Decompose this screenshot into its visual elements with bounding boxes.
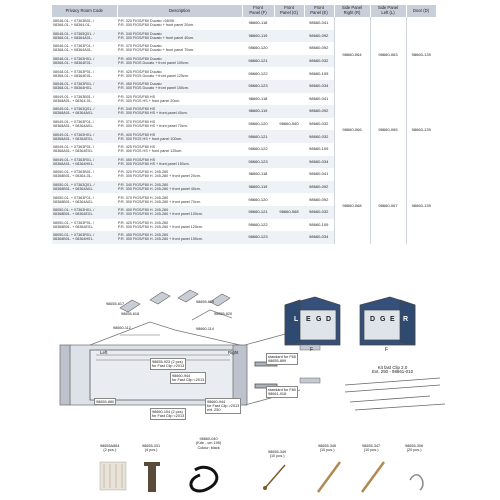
cell-privacy-code: 08050-01- + 07363R01- / 08368B01- + 08364H01- bbox=[52, 231, 117, 244]
tent-right-letter-d: D bbox=[370, 316, 376, 323]
cell-right-panel: 98660-064 bbox=[334, 17, 370, 93]
label-clip-944a: 98660-944 for Fast Clip <2013 bbox=[172, 373, 205, 382]
cell-front-panel-e: 98660-092 bbox=[304, 30, 334, 43]
cell-front-panel-f: 98660-118 bbox=[248, 171, 268, 177]
cell-privacy-code: 08048-01- + 07365Q01- / 08368-01- + 08364A01- bbox=[52, 30, 117, 43]
cell-front-panel-e: 98660-034 bbox=[304, 156, 334, 169]
label-bar-112: 98660-112 bbox=[113, 326, 131, 330]
tent-right-letter-g: G bbox=[380, 316, 386, 323]
header-front-panel-e: Front Panel (E) bbox=[304, 5, 334, 17]
header-door: Door (D) bbox=[406, 5, 436, 17]
header-front-panel-f: Front Panel (F) bbox=[242, 5, 274, 17]
label-right: Right bbox=[228, 350, 239, 355]
cell-front-panel-f: 98660-119 bbox=[242, 30, 274, 43]
cell-description: P.R. 400 FIGS/F80 Ducato P.R. 300 FIGS Ducato + front panel 100cm. bbox=[117, 55, 242, 68]
label-left: Left bbox=[100, 350, 108, 355]
header-privacy-room-code: Privacy Room Code bbox=[52, 5, 117, 17]
cell-description: P.R. 320 FIGS/F80 H. 245-280 P.R. 300 FIGS/F80 H. 245-280 + front panel 20cm. bbox=[118, 170, 201, 179]
cell-front-panel-f: 98660-122 bbox=[248, 221, 268, 227]
cell-description: P.R. 340 FIGS/F80 HS P.R. 300 FIGS/F80 HS + front panel 40cm. bbox=[117, 105, 242, 118]
cell-privacy-code: 08050-01- + 07363Q01- / 08368B01- + 08364A01- bbox=[52, 181, 117, 194]
cell-front-panel-e: 98660-092 bbox=[304, 105, 334, 118]
cell-front-panel-f: 98660-120 bbox=[248, 196, 268, 202]
cell-front-panel-f: 98660-121 bbox=[242, 130, 274, 143]
cell-privacy-code: 08048-01- + 07363B01- / 08368-01- + 08364-01- bbox=[53, 19, 95, 28]
tent-left-letter-e: E bbox=[306, 316, 311, 323]
cell-description: P.R. 400 FIGS/F80 HS P.R. 300 FIGS HS + front panel 100cm. bbox=[117, 130, 242, 143]
tent-right-f-label: F bbox=[385, 347, 389, 353]
cell-privacy-code: 08048-01- + 07363R01- / 08368-01- + 08364H01- bbox=[52, 80, 117, 93]
cell-front-panel-e: 98660-041 bbox=[309, 95, 329, 101]
cell-front-panel-f: 98660-121 bbox=[242, 55, 274, 68]
cell-front-panel-e: 98660-109 bbox=[309, 146, 329, 152]
cell-front-panel-e: 98660-032 bbox=[304, 130, 334, 143]
cell-front-panel-e: 98660-034 bbox=[304, 231, 334, 244]
tent-left-letter-d: D bbox=[326, 316, 332, 323]
accessory-label-349: 98655-349 (10 pcs.) bbox=[268, 450, 287, 459]
cell-front-panel-f: 98660-118 bbox=[248, 20, 268, 26]
cell-front-panel-e: 98660-092 bbox=[304, 181, 334, 194]
tent-left-f-label: F bbox=[310, 347, 314, 353]
cell-description: P.R. 400 FIGS/F80 H. 245-280 P.R. 300 FIGS/F80 H. 245-280 + front panel 100cm. bbox=[117, 206, 242, 219]
cell-front-panel-e: 98660-041 bbox=[309, 20, 329, 26]
cell-front-panel-e: 98660-092 bbox=[309, 45, 329, 51]
cell-front-panel-e: 98660-032 bbox=[304, 206, 334, 219]
cell-description: P.R. 340 FIGS/F80 H. 245-280 P.R. 300 FIGS/F80 H. 245-280 + front panel 40cm. bbox=[117, 181, 242, 194]
cell-description: P.R. 425 FIGS/F80 HS P.R. 300 FIGS HS + front panel 125cm. bbox=[118, 145, 183, 154]
cell-description: P.R. 320 FIGS/F80 Ducato >06/06 P.R. 300 FIGS/F80 Ducato + front panel 20cm. bbox=[118, 19, 195, 28]
cell-right-panel: 98660-068 bbox=[334, 168, 370, 244]
cell-door-panel: 98660-139 bbox=[406, 93, 436, 169]
cell-privacy-code: 08050-01- + 07363P01- / 08368B01- + 08364E01- bbox=[53, 220, 95, 229]
tent-left-letter-g: G bbox=[316, 316, 322, 323]
accessory-label-040: 98660-040 (Kde - cm 195) Colour: black bbox=[196, 437, 222, 450]
header-side-panel-left: Side Panel Left (L) bbox=[370, 5, 406, 17]
tent-left-letter-l: L bbox=[294, 316, 299, 323]
accessory-label-884: 98655A884 (2 pcs.) bbox=[100, 444, 120, 453]
cell-description: P.R. 370 FIGS/F80 H. 245-280 P.R. 300 FIGS/F80 H. 245-280 + front panel 70cm. bbox=[118, 195, 201, 204]
kit-fast-clip-drawing bbox=[345, 378, 445, 410]
cell-front-panel-f: 98660-119 bbox=[242, 105, 274, 118]
label-part-620: 98655-620 bbox=[214, 312, 233, 316]
cell-left-panel: 98660-067 bbox=[370, 168, 406, 244]
cell-privacy-code: 08048-01- + 07363F01- / 08368-01- + 08364A01- bbox=[53, 44, 94, 53]
cell-front-panel-e: 98660-041 bbox=[309, 171, 329, 177]
label-part-617: 98655-617 bbox=[106, 302, 125, 306]
cell-description: P.R. 425 FIGS/F80 H. 245-280 P.R. 300 FIGS/F80 H. 245-280 + front panel 125cm. bbox=[118, 220, 203, 229]
header-description: Description bbox=[117, 5, 242, 17]
accessory-label-346: 98655-346 (10 pcs.) bbox=[318, 444, 337, 453]
label-clip-923: 98655-923 (2 pcs) for Fast Clip >2013 bbox=[152, 359, 185, 368]
accessory-label-347: 98655-347 (10 pcs.) bbox=[362, 444, 381, 453]
label-standard-f80: standard for F80 98661-018 bbox=[268, 387, 296, 396]
cell-description: P.R. 450 FIGS/F80 HS P.R. 300 FIGS/F80 HS + front panel 150cm. bbox=[117, 156, 242, 169]
cell-left-panel: 98660-065 bbox=[370, 93, 406, 169]
cell-description: P.R. 340 FIGS/F80 Ducato P.R. 300 FIGS/F80 Ducato + front panel 40cm. bbox=[117, 30, 242, 43]
tent-right-letter-e: E bbox=[390, 316, 395, 323]
cell-description: P.R. 370 FIGS/F80 Ducato P.R. 300 FIGS/F80 Ducato + front panel 70cm. bbox=[118, 44, 195, 53]
cell-front-panel-e: 98660-109 bbox=[309, 221, 329, 227]
cell-privacy-code: 08050-01- + 07363B01- / 08368B01- + 08364-01- bbox=[53, 170, 95, 179]
label-clip-104: 98660-104 (2 pcs) for Fast Clip <2013 bbox=[152, 409, 185, 418]
cell-privacy-code: 08049-01- + 07363R01- / 08368A01- + 08364H01- bbox=[52, 156, 117, 169]
cell-front-panel-g: 98660-060 bbox=[279, 121, 299, 126]
cell-description: P.R. 320 FIGS/F80 HS P.R. 300 FIGS HS + front panel 20cm. bbox=[118, 94, 181, 103]
cell-front-panel-f: 98660-122 bbox=[248, 70, 268, 76]
cell-front-panel-e: 98660-092 bbox=[309, 196, 329, 202]
cell-privacy-code: 08048-01- + 07363H01- / 08368-01- + 08364E01- bbox=[52, 55, 117, 68]
label-part-619: 98655-619 bbox=[196, 300, 215, 304]
cell-privacy-code: 08049-01- + 07363H01- / 08368A01- + 08364E01- bbox=[52, 130, 117, 143]
header-side-panel-right: Side Panel Right (R) bbox=[334, 5, 370, 17]
cell-front-panel-f: 98660-118 bbox=[248, 95, 268, 101]
cell-privacy-code: 08049-01- + 07363P01- / 08368A01- + 08364E01- bbox=[53, 145, 95, 154]
label-bar-114: 98660-114 bbox=[196, 327, 214, 331]
cell-door-panel: 98660-139 bbox=[406, 17, 436, 93]
label-part-618: 98655-618 bbox=[121, 312, 140, 316]
cell-description: P.R. 370 FIGS/F80 HS P.R. 300 FIGS/F80 HS + front panel 70cm. bbox=[118, 119, 188, 129]
cell-front-panel-e: 98660-034 bbox=[304, 80, 334, 93]
label-bar-880: 98655-880 bbox=[96, 399, 115, 404]
cell-front-panel-f: 98660-123 bbox=[242, 231, 274, 244]
cell-front-panel-f: 98660-120 bbox=[248, 121, 268, 126]
cell-privacy-code: 08049-01- + 07363B01- / 08368A01- + 08364-01- bbox=[53, 94, 95, 103]
cell-privacy-code: 08050-01- + 07363H01- / 08368B01- + 08364E01- bbox=[52, 206, 117, 219]
accessory-drawings bbox=[100, 462, 423, 492]
cell-description: P.R. 425 FIGS/F80 Ducato P.R. 300 FIGS Ducato + front panel 125cm. bbox=[118, 69, 189, 78]
cell-front-panel-f: 98660-122 bbox=[248, 146, 268, 152]
cell-front-panel-e: 98660-109 bbox=[309, 70, 329, 76]
label-clip-944b: 98660-944 for Fast Clip >2013 ext. 250 bbox=[207, 399, 240, 413]
cell-privacy-code: 08050-01- + 07363F01- / 08368B01- + 08364A01- bbox=[53, 195, 94, 204]
header-front-panel-g: Front Panel (G) bbox=[274, 5, 304, 17]
cell-front-panel-f: 98660-123 bbox=[242, 80, 274, 93]
cell-privacy-code: 08049-01- + 07363Q01- / 08368A01- + 08364A01- bbox=[52, 105, 117, 118]
cell-front-panel-f: 98660-119 bbox=[242, 181, 274, 194]
label-kit-fast-clip: Kit fast Clip 2.0 Ext. 250 - 98661-010 bbox=[372, 365, 414, 375]
accessory-label-031: 98655-031 (4 pcs.) bbox=[142, 444, 161, 453]
cell-front-panel-e: 98660-032 bbox=[309, 121, 329, 126]
cell-left-panel: 98660-063 bbox=[370, 17, 406, 93]
cell-description: P.R. 450 FIGS/F80 Ducato P.R. 300 FIGS Ducato + front panel 150cm. bbox=[117, 80, 242, 93]
cell-privacy-code: 08048-01- + 07363P01- / 08368-01- + 08364E01- bbox=[53, 69, 95, 78]
cell-door-panel: 98660-139 bbox=[406, 168, 436, 244]
accessory-label-306: 98655-306 (20 pcs.) bbox=[405, 444, 424, 453]
cell-front-panel-g: 98660-068 bbox=[274, 206, 304, 219]
cell-front-panel-e: 98660-032 bbox=[304, 55, 334, 68]
cell-front-panel-f: 98660-120 bbox=[248, 45, 268, 51]
cell-privacy-code: 08049-01- + 07363F01- / 08368A01- + 08364A01- bbox=[53, 119, 94, 129]
tent-right-letter-r: R bbox=[403, 316, 409, 323]
cell-description: P.R. 450 FIGS/F80 H. 245-280 P.R. 300 FIGS/F80 H. 245-280 + front panel 150cm. bbox=[117, 231, 242, 244]
cell-right-panel: 98660-066 bbox=[334, 93, 370, 169]
cell-front-panel-f: 98660-121 bbox=[242, 206, 274, 219]
cell-front-panel-f: 98660-123 bbox=[242, 156, 274, 169]
label-standard-f65: standard for F65 98655-899 bbox=[268, 354, 296, 363]
